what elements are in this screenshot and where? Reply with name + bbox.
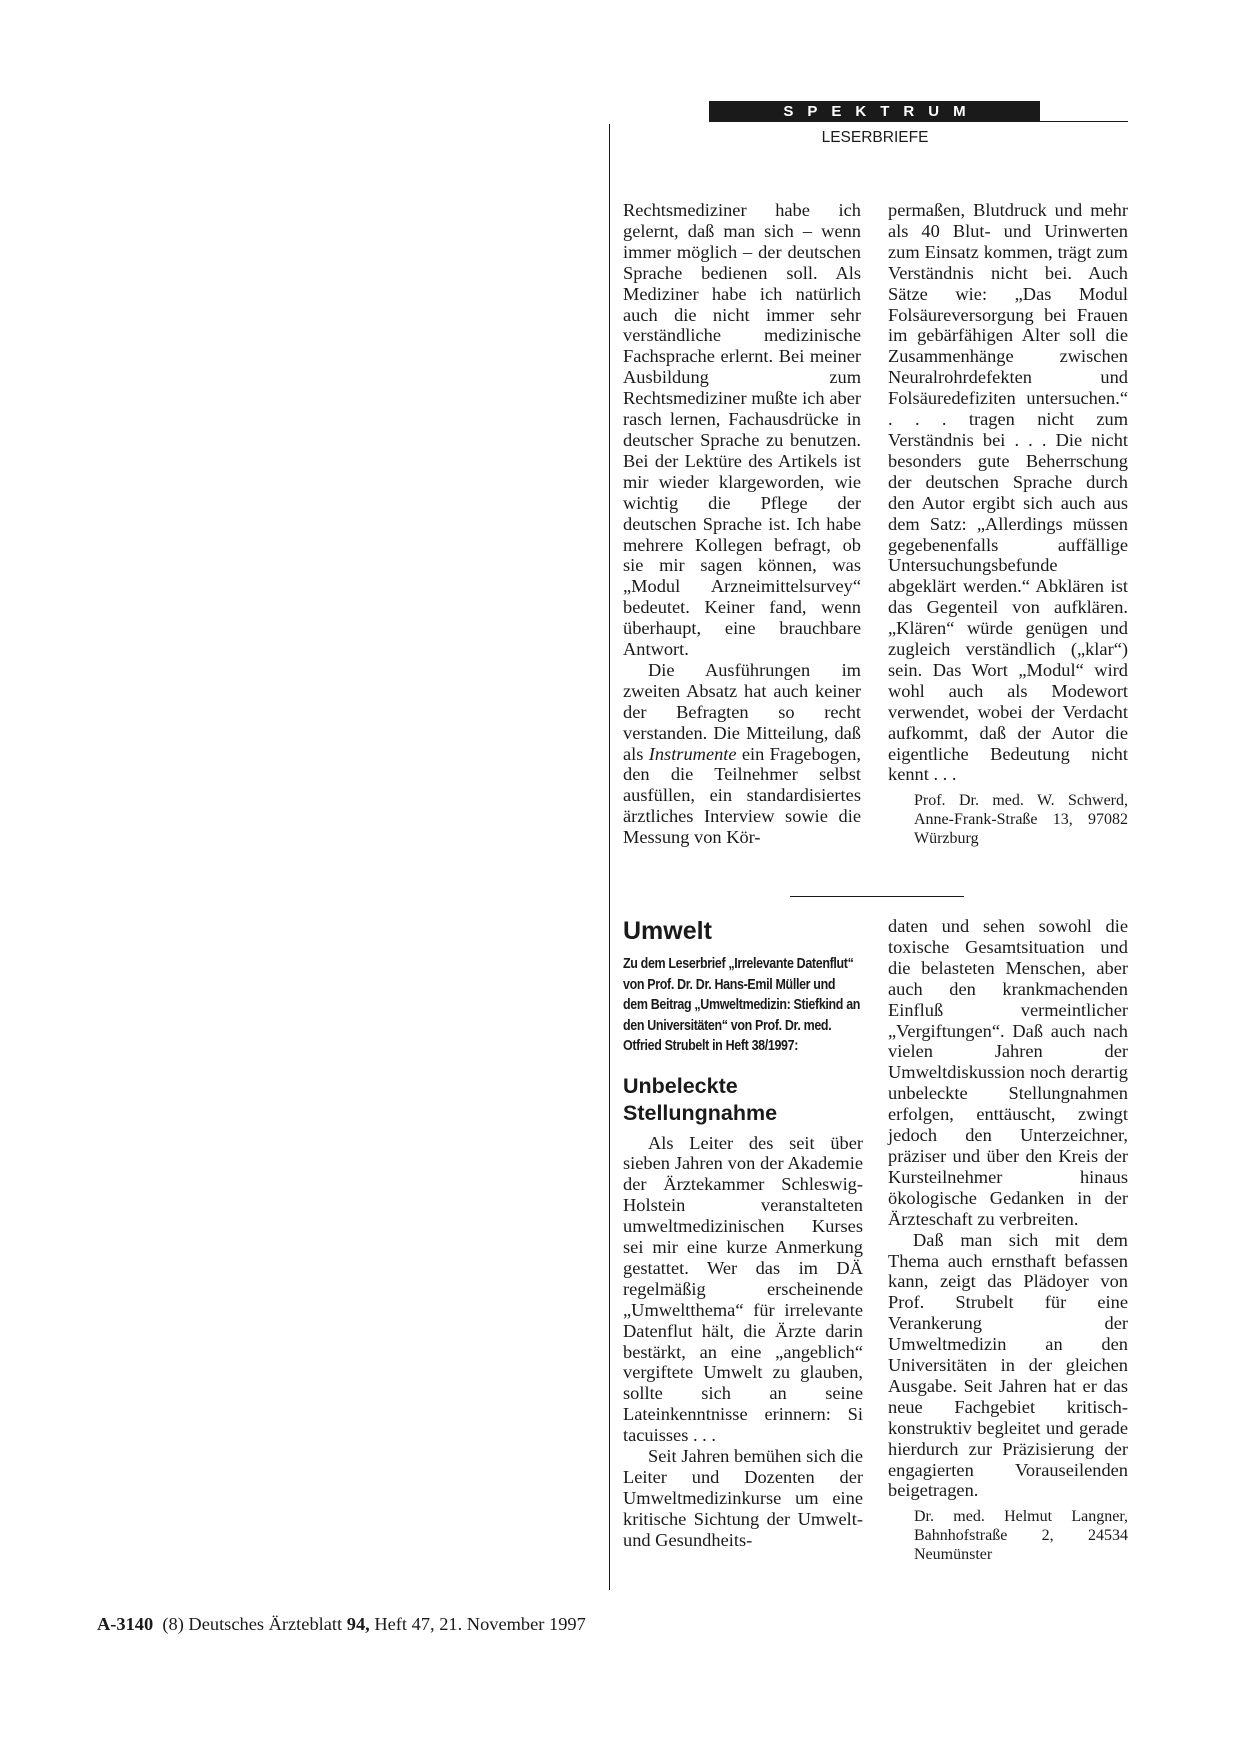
letter2-paragraph-3: daten und sehen sowohl die toxische Gesamtsituation und die belasteten Menschen, aber auch den krankmachenden Einfluß vermeintlicher „Vergiftungen“. Daß auch nach vielen Jahren der Umweltdiskussion noch derartig unbeleckte Stellungnahmen erfolgen, enttäuscht, zwingt jedoch den Unterzeichner, präziser und über den Kreis der Kursteilnehmer hinaus ökologische Gedanken in der Ärzteschaft zu verbreiten. [888,916,1128,1229]
section-label: LESERBRIEFE [821,129,929,146]
letter1-signature: Prof. Dr. med. W. Schwerd, Anne-Frank-Straße 13, 97082 Würzburg [914,792,1128,848]
letter2-paragraph-1: Als Leiter des seit über sieben Jahren von der Akademie der Ärztekammer Schleswig-Holstein veranstalteten umweltmedizinischen Kurses sei mir eine kurze Anmerkung gestattet. Wer das im DÄ regelmäßig erscheinende „Umweltthema“ für irrelevante Datenflut hält, die Ärzte darin bestärkt, an eine „angeblich“ vergiftete Umwelt zu glauben, sollte sich an seine Lateinkenntnisse erinnern: Si tacuisses . . . [623,1132,863,1446]
section-band-label: SPEKTRUM [783,103,980,120]
issue-date: Heft 47, 21. November 1997 [369,1614,586,1634]
letter2-column-1 [623,916,863,1551]
volume-number: 94, [346,1614,370,1634]
letter-title: Unbeleckte Stellungnahme [623,1073,778,1125]
page-footer [97,1614,586,1635]
letter-reference-intro: Zu dem Leserbrief „Irrelevante Datenflut“ von Prof. Dr. Dr. Hans-Emil Müller und dem Beitrag „Umweltmedizin: Stiefkind an den Universitäten“ von Prof. Dr. med. Otfried Strubelt in Heft 38/1997: [623,956,861,1054]
letter2-paragraph-2: Seit Jahren bemühen sich die Leiter und Dozenten der Umweltmedizinkurse um eine kritische Sichtung der Umwelt- und Gesundheits- [623,1446,863,1550]
letter2-paragraph-4: Daß man sich mit dem Thema auch ernsthaft befassen kann, zeigt das Plädoyer von Prof. Strubelt für eine Verankerung der Umweltmedizin an den Universitäten in der gleichen Ausgabe. Seit Jahren hat er das neue Fachgebiet kritisch-konstruktiv begleitet und gerade hierdurch zur Präzisierung der engagierten Vorauseilenden beigetragen. [888,1229,1128,1501]
letter1-column-1 [623,200,861,848]
letter-separator-rule [790,896,964,897]
letter1-paragraph-1: Rechtsmediziner habe ich gelernt, daß man sich – wenn immer möglich – der deutschen Sprache bedienen soll. Als Mediziner habe ich natürlich auch die nicht immer sehr verständliche medizinische Fachsprache erlernt. Bei meiner Ausbildung zum Rechtsmediziner mußte ich aber rasch lernen, Fachausdrücke in deutscher Sprache zu benutzen. Bei der Lektüre des Artikels ist mir wieder klargeworden, wie wichtig die Pflege der deutschen Sprache ist. Ich habe mehrere Kollegen befragt, ob sie mir sagen können, was „Modul Arzneimittelsurvey“ bedeutet. Keiner fand, wenn überhaupt, eine brauchbare Antwort. [623,200,861,660]
letter-topic-heading: Umwelt [623,917,712,945]
issue-info: (8) Deutsches Ärzteblatt [162,1614,347,1634]
letter1-paragraph-3: permaßen, Blutdruck und mehr als 40 Blut- und Urinwerten zum Einsatz kommen, trägt zum Verständnis nicht bei. Auch Sätze wie: „Das Modul Folsäureversorgung bei Frauen im gebärfähigen Alter soll die Zusammenhänge zwischen Neuralrohrdefekten und Folsäuredefiziten untersuchen.“ . . . tragen nicht zum Verständnis bei . . . Die nicht besonders gute Beherrschung der deutschen Sprache durch den Autor ergibt sich auch aus dem Satz: „Allerdings müssen gegebenenfalls auffällige Untersuchungsbefunde abgeklärt werden.“ Abklären ist das Gegenteil von aufklären. „Klären“ würde genügen und zugleich verständlich („klar“) sein. Das Wort „Modul“ wird wohl auch als Modewort verwendet, wobei der Verdacht aufkommt, daß der Autor die eigentliche Bedeutung nicht kennt . . . [888,200,1128,785]
letter2-signature: Dr. med. Helmut Langner, Bahnhofstraße 2, 24534 Neumünster [914,1508,1128,1564]
page-code: A-3140 [97,1614,154,1634]
letter1-column-2 [888,200,1128,848]
header-rule [1040,121,1128,122]
letter1-paragraph-2: Die Ausführungen im zweiten Absatz hat auch keiner der Befragten so recht verstanden. Die Mitteilung, daß als Instrumente ein Fragebogen, den die Teilnehmer selbst ausfüllen, ein standardisiertes ärztliches Interview sowie die Messung von Kör- [623,659,862,848]
letter2-column-2 [888,916,1128,1564]
column-rule [609,124,610,1590]
